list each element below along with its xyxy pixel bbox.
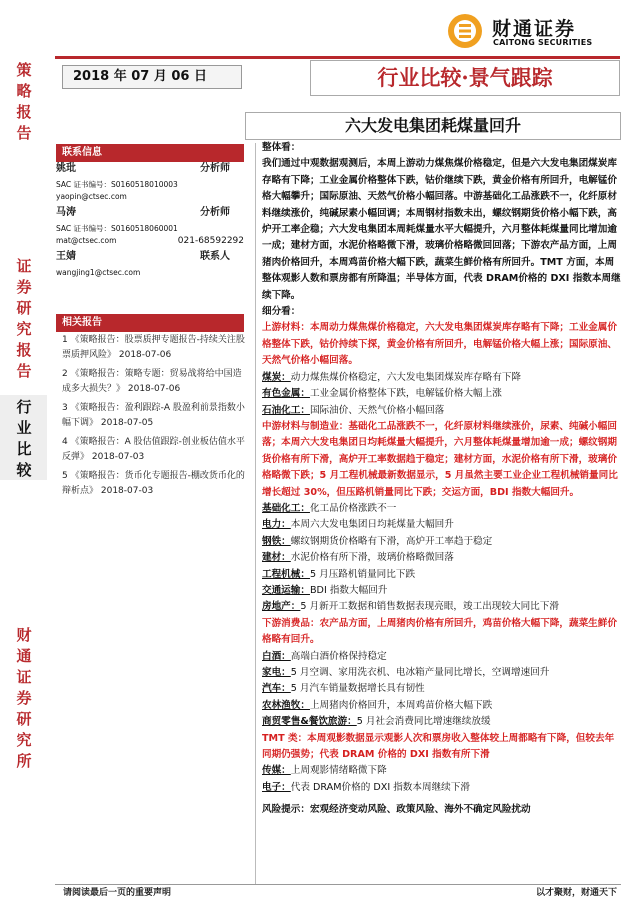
item-build: 建材：水泥价格有所下滑，玻璃价格略微回落 [262, 552, 454, 564]
downstream-summary: 下游消费品：农产品方面，上周猪肉价格有所回升，鸡苗价格大幅下降，蔬菜生鲜价格略有回升。 [262, 617, 617, 646]
contacts-header: 联系信息 [56, 144, 244, 162]
sidebar-label-section: 行 业 比 较 [16, 398, 32, 479]
upstream-summary: 上游材料：本周动力煤焦煤价格稳定，六大发电集团煤炭库存略有下降；工业金属价格整体下跌，钴价持续下探，黄金价格有所回升，电解锰价格大幅上涨；国际原油、天然气价格小幅回落。 [262, 322, 617, 367]
item-retail: 商贸零售&餐饮旅游：5 月社会消费同比增速继续放缓 [262, 716, 491, 728]
detail-label: 细分看： [262, 306, 301, 318]
item-metal: 有色金属：工业金属价格整体下跌，电解锰价格大幅上涨 [262, 388, 502, 400]
report-category: 行业比较·景气跟踪 [310, 60, 620, 96]
item-liquor: 白酒：高端白酒价格保持稳定 [262, 650, 387, 662]
main-content [262, 140, 622, 819]
logo-name: 财通证券 [492, 18, 577, 40]
item-media: 传媒：上周观影情绪略微下降 [262, 765, 387, 777]
sidebar-label-institute: 财 通 证 券 研 究 所 [16, 626, 32, 770]
item-auto: 汽车：5 月汽车销量数据增长具有韧性 [262, 683, 425, 695]
contact-phone: 021-68592292 [177, 236, 244, 246]
column-divider [255, 143, 256, 885]
tmt-summary: TMT 类：本周观影数据显示观影人次和票房收入整体较上周都略有下降，但较去年同期仍强势；代表 DRAM 价格的 DXI 指数有所下滑 [262, 732, 615, 761]
footer-slogan: 以才聚财，财通天下 [535, 888, 617, 898]
item-chem: 基础化工：化工品价格涨跌不一 [262, 502, 397, 514]
related-reports-list [62, 333, 248, 499]
summary-label: 整体看： [262, 142, 301, 153]
contact-person [56, 251, 246, 263]
contact-role: 分析师 [200, 163, 230, 174]
item-electronics: 电子：代表 DRAM价格的 DXI 指数本周继续下滑 [262, 781, 470, 793]
footer-disclaimer-link[interactable]: 请阅读最后一页的重要声明 [63, 888, 172, 898]
sidebar-label-research: 证 券 研 究 报 告 [16, 257, 32, 380]
related-report-item[interactable]: 5 《策略报告：货币化专题报告-棚改货币化的辩析点》 2018-07-03 [62, 471, 245, 496]
item-oil: 石油化工：国际油价、天然气价格小幅回落 [262, 404, 445, 416]
item-farm: 农林渔牧：上周猪肉价格回升，本周鸡苗价格大幅下跌 [262, 699, 493, 711]
report-headline: 六大发电集团耗煤量回升 [245, 112, 621, 140]
item-realestate: 房地产：5 月新开工数据和销售数据表现亮眼，竣工出现较大同比下滑 [262, 601, 559, 613]
contact-role: 分析师 [200, 207, 230, 218]
company-logo [446, 12, 626, 52]
sidebar-section-block [0, 395, 47, 480]
related-report-item[interactable]: 4 《策略报告：A 股估值跟踪-创业板估值水平反弹》 2018-07-03 [62, 437, 245, 462]
contact-email[interactable]: yaopin@ctsec.com [56, 192, 127, 201]
summary-text: 我们通过中观数据观测后，本周上游动力煤焦煤价格稳定，但是六大发电集团煤炭库存略有下降；工业金属价格整体下跌，钴价继续下跌，黄金价格有所回升，电解锰价格大幅攀升；国际原油、天然气价格小幅回落。中游基础化工品涨跌不一，化纤原材料继续涨价，纯碱尿素小幅回调；本周钢材指数未出，螺纹钢期货价格小幅下跌，高炉开工率企稳；六大发电集团本周耗煤量水平大幅提升，六月整体耗煤量同比增加逾一成；建材方面，水泥价格略微下滑，玻璃价格略微回回落；下游农产品方面，上周猪肉价格回升，本周鸡苗价格大幅下跌，蔬菜生鲜价格有所回升。TMT 方面，本周整体观影人数和票房都有所降温；半导体方面，代表 DRAM价格的 DXI 指数本周继续下降。 [262, 158, 621, 301]
contact-email[interactable]: wangjing1@ctsec.com [56, 268, 141, 277]
header-rule [55, 56, 620, 59]
item-machine: 工程机械：5 月压路机销量同比下跌 [262, 568, 416, 580]
contact-name: 姚玭 [56, 163, 76, 174]
related-report-item[interactable]: 3 《策略报告：盈利跟踪-A 股盈利前景指数小幅下调》 2018-07-05 [62, 403, 245, 428]
contact-email[interactable]: mat@ctsec.com [56, 236, 117, 245]
contact-person [56, 207, 246, 219]
related-header: 相关报告 [56, 314, 244, 332]
related-report-item[interactable]: 1 《策略报告：股票质押专题报告-持续关注股票质押风险》 2018-07-06 [62, 335, 245, 360]
logo-emblem-icon [446, 12, 484, 50]
contact-cert: SAC 证书编号：S0160518010003 [56, 180, 178, 189]
related-report-item[interactable]: 2 《策略报告：策略专题：贸易战将给中国造成多大损失？》 2018-07-06 [62, 369, 242, 394]
contact-name: 王婧 [56, 251, 76, 262]
midstream-summary: 中游材料与制造业：基础化工品涨跌不一，化纤原材料继续涨价，尿素、纯碱小幅回落；本周六大发电集团日均耗煤量大幅提升，六月整体耗煤量增加逾一成；螺纹钢期货价格有所下滑，高炉开工率数据趋于稳定；建材方面，水泥价格有所下滑，玻璃价格略微下跌；5 月工程机械最新数据显示，5 月虽然主要工业企业工程机械销量同比增长超过 30%，但压路机销量同比下跌；交运方面，BDI 指数大幅回升。 [262, 420, 618, 498]
logo-english: CAITONG SECURITIES [493, 38, 593, 47]
item-coal: 煤炭：动力煤焦煤价格稳定，六大发电集团煤炭库存略有下降 [262, 371, 522, 383]
contact-name: 马涛 [56, 207, 76, 218]
report-date: 2018 年 07 月 06 日 [62, 65, 242, 89]
item-power: 电力：本周六大发电集团日均耗煤量大幅回升 [262, 519, 454, 531]
contact-cert: SAC 证书编号：S0160518060001 [56, 224, 178, 233]
item-appliance: 家电：5 月空调、家用洗衣机、电冰箱产量同比增长，空调增速回升 [262, 667, 550, 678]
contact-person [56, 163, 246, 175]
risk-notice: 风险提示：宏观经济变动风险、政策风险、海外不确定风险扰动 [262, 804, 531, 816]
contact-role: 联系人 [200, 251, 230, 262]
contacts-block [56, 163, 246, 279]
page-footer [55, 884, 621, 900]
item-steel: 钢铁：螺纹钢期货价格略有下滑，高炉开工率趋于稳定 [262, 535, 493, 547]
sidebar-label-report-type: 策 略 报 告 [16, 61, 32, 142]
left-sidebar [0, 0, 47, 905]
item-transport: 交通运输：BDI 指数大幅回升 [262, 584, 388, 596]
